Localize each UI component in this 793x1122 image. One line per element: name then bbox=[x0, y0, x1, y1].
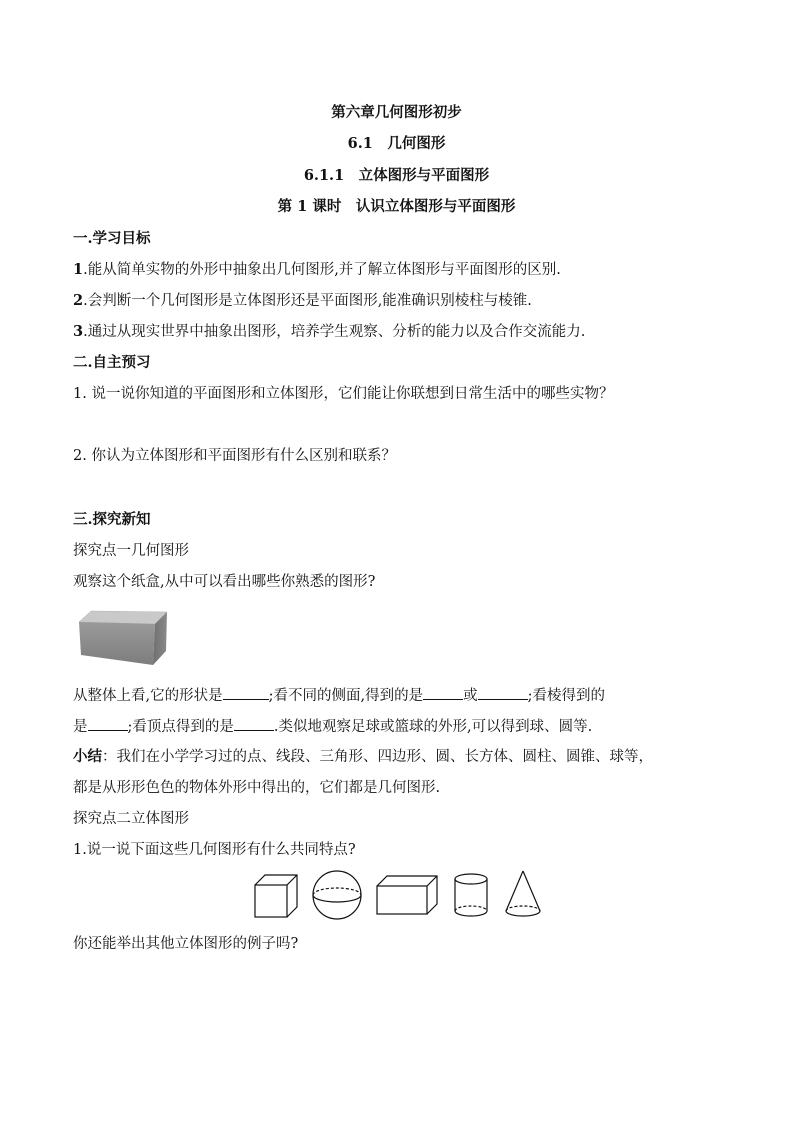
goal-number: 3 bbox=[73, 323, 84, 340]
summary-label: 小结 bbox=[73, 748, 102, 765]
subsection-title: 6.1.1 立体图形与平面图形 bbox=[303, 167, 490, 184]
fill-text: .类似地观察足球或篮球的外形,可以得到球、圆等. bbox=[273, 719, 593, 735]
answer-blank[interactable] bbox=[423, 685, 463, 700]
fill-text: ;看顶点得到的是 bbox=[127, 719, 234, 735]
lesson-title: 第 1 课时 认识立体图形与平面图形 bbox=[277, 198, 516, 215]
cuboid-figure bbox=[377, 876, 437, 914]
solid-shapes-figure bbox=[250, 868, 560, 924]
sphere-figure bbox=[313, 871, 361, 919]
goal-number: 1 bbox=[73, 261, 84, 278]
summary-text: ：我们在小学学习过的点、线段、三角形、四边形、圆、长方体、圆柱、圆锥、球等， bbox=[102, 749, 653, 765]
fill-text: 或 bbox=[463, 688, 478, 704]
goal-item bbox=[73, 260, 561, 280]
preview-question-1: 1. 说一说你知道的平面图形和立体图形，它们能让你联想到日常生活中的哪些实物？ bbox=[73, 386, 614, 402]
preview-heading: 二.自主预习 bbox=[73, 354, 151, 371]
explore-point-2-followup: 你还能举出其他立体图形的例子吗? bbox=[73, 936, 299, 952]
explore-heading: 三.探究新知 bbox=[73, 511, 151, 528]
goal-text: .通过从现实世界中抽象出图形，培养学生观察、分析的能力以及合作交流能力. bbox=[83, 324, 586, 340]
goal-item bbox=[73, 322, 585, 342]
summary-line-1 bbox=[73, 747, 653, 767]
fill-text: ;看不同的侧面,得到的是 bbox=[268, 688, 424, 704]
chapter-title: 第六章几何图形初步 bbox=[331, 104, 462, 121]
answer-blank[interactable] bbox=[234, 716, 274, 731]
paper-box-image bbox=[77, 608, 169, 666]
cylinder-figure bbox=[455, 874, 487, 916]
explore-point-2-question: 1.说一说下面这些几何图形有什么共同特点? bbox=[73, 842, 356, 858]
fill-text: 是 bbox=[73, 719, 88, 735]
fill-blank-line-2 bbox=[73, 716, 592, 737]
answer-blank[interactable] bbox=[223, 685, 269, 700]
cube-figure bbox=[255, 875, 297, 917]
answer-blank[interactable] bbox=[88, 716, 128, 731]
fill-text: ;看棱得到的 bbox=[527, 688, 605, 704]
goal-number: 2 bbox=[73, 292, 84, 309]
fill-text: 从整体上看,它的形状是 bbox=[73, 688, 223, 704]
goal-text: .能从简单实物的外形中抽象出几何图形,并了解立体图形与平面图形的区别. bbox=[83, 262, 561, 278]
explore-point-2-title: 探究点二立体图形 bbox=[73, 811, 189, 827]
goal-item bbox=[73, 291, 532, 311]
answer-blank[interactable] bbox=[478, 685, 528, 700]
goals-heading: 一.学习目标 bbox=[73, 230, 151, 247]
cone-figure bbox=[506, 871, 540, 916]
explore-point-1-title: 探究点一几何图形 bbox=[73, 543, 189, 559]
fill-blank-line-1 bbox=[73, 685, 605, 706]
preview-question-2: 2. 你认为立体图形和平面图形有什么区别和联系？ bbox=[73, 448, 396, 464]
explore-point-1-prompt: 观察这个纸盒,从中可以看出哪些你熟悉的图形? bbox=[73, 574, 376, 590]
goal-text: .会判断一个几何图形是立体图形还是平面图形,能准确识别棱柱与棱锥. bbox=[83, 293, 532, 309]
section-title: 6.1 几何图形 bbox=[347, 135, 446, 152]
summary-line-2: 都是从形形色色的物体外形中得出的，它们都是几何图形. bbox=[73, 780, 441, 796]
